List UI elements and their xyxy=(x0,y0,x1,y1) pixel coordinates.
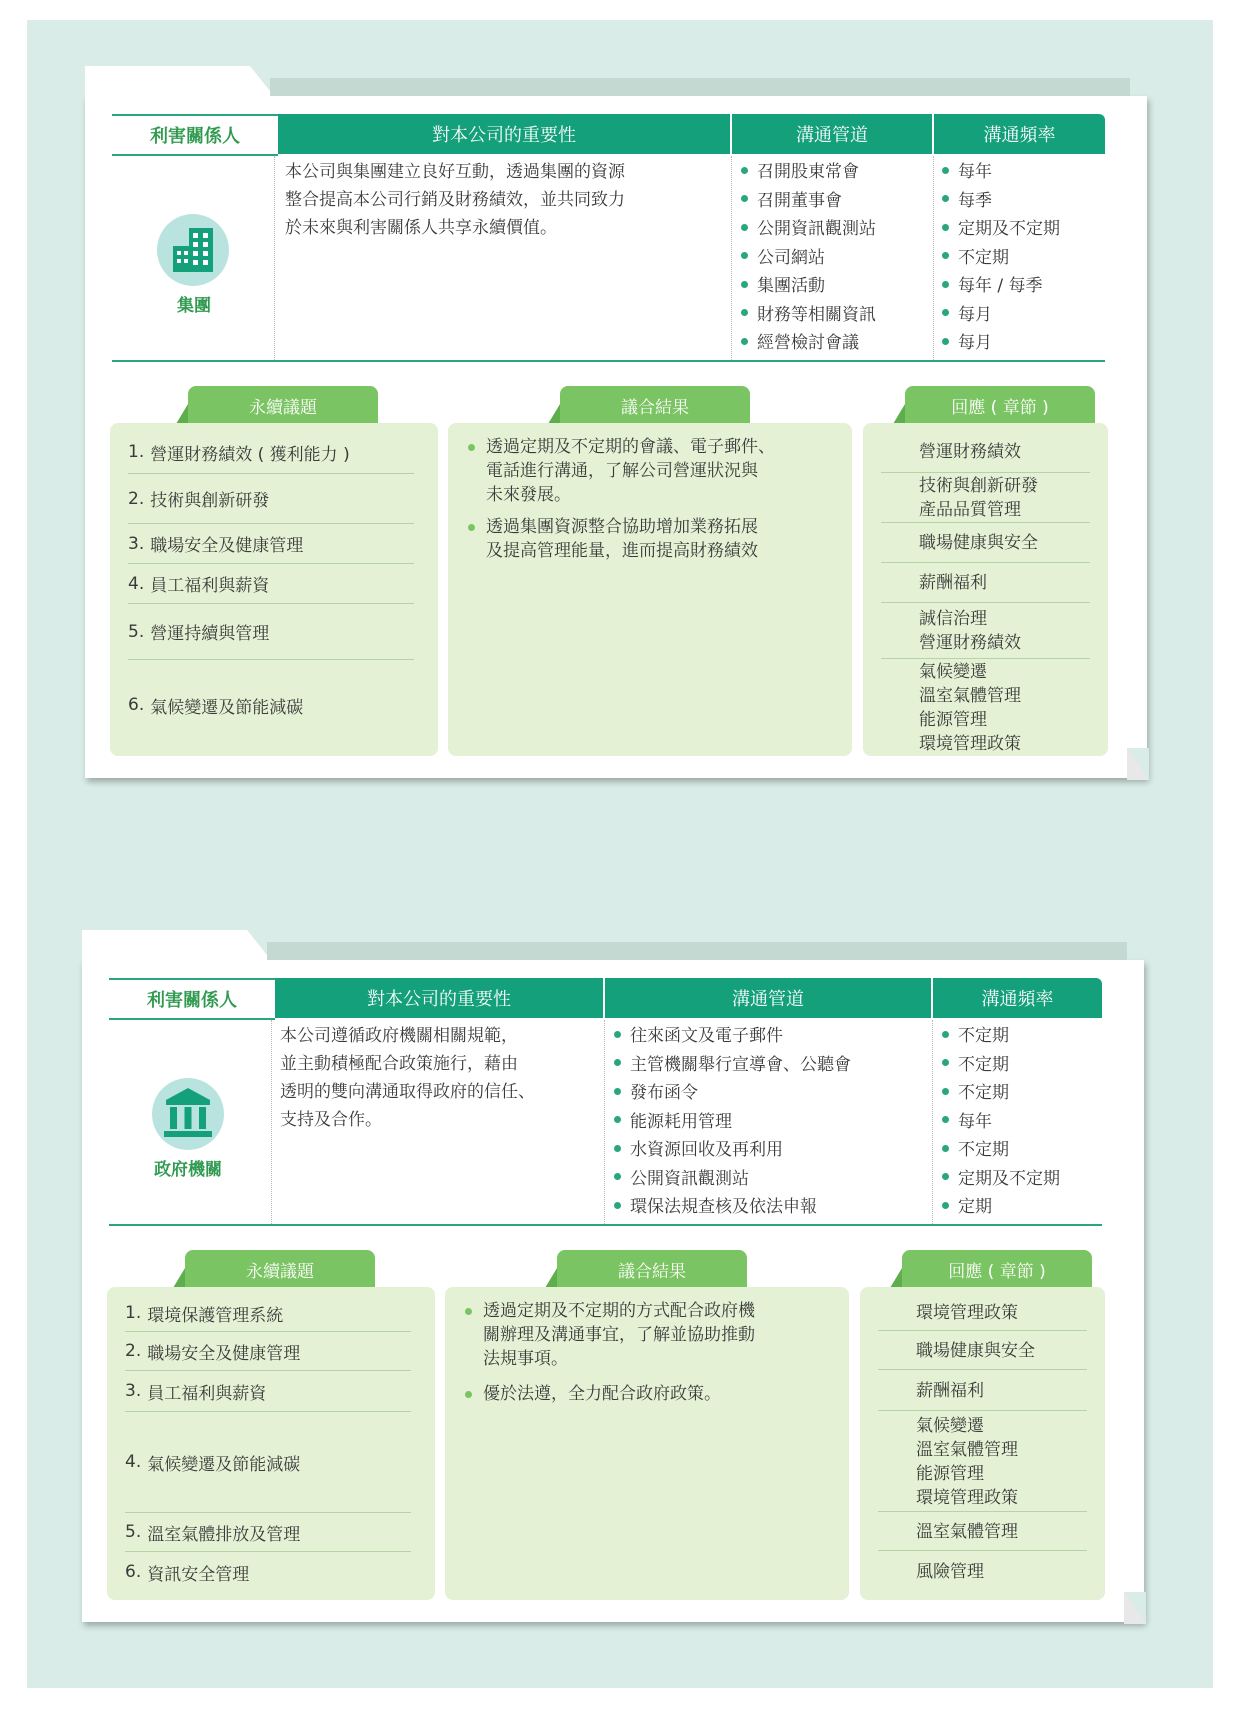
list-item: 公司網站 xyxy=(741,244,931,273)
issue-item: 6. 氣候變遷及節能減碳 xyxy=(128,695,304,718)
list-item: 能源耗用管理 xyxy=(614,1108,930,1137)
response-panel xyxy=(863,423,1108,756)
list-item: 召開股東常會 xyxy=(741,158,931,187)
issue-item: 2. 職場安全及健康管理 xyxy=(125,1332,411,1371)
importance-text xyxy=(280,1022,600,1134)
result-item: 透過集團資源整合協助增加業務拓展 及提高管理能量，進而提高財務績效 xyxy=(466,515,836,563)
government-building-icon xyxy=(152,1078,224,1150)
importance-line: 本公司與集團建立良好互動，透過集團的資源 xyxy=(285,162,625,182)
tab-results: 議合結果 xyxy=(560,386,750,424)
list-item: 不定期 xyxy=(942,244,1107,273)
response-item: 溫室氣體管理 xyxy=(878,1513,1087,1551)
issue-item: 1. 營運財務績效 ( 獲利能力 ) xyxy=(128,431,414,474)
frequency-list xyxy=(942,1022,1102,1222)
issue-item: 1. 環境保護管理系統 xyxy=(125,1295,411,1332)
response-item: 環境管理政策 xyxy=(878,1295,1087,1331)
list-item: 每季 xyxy=(942,187,1107,216)
list-item: 經營檢討會議 xyxy=(741,329,931,358)
list-item: 水資源回收及再利用 xyxy=(614,1136,930,1165)
issues-panel xyxy=(110,423,438,756)
header-channels: 溝通管道 xyxy=(732,114,932,154)
stakeholder-card-government xyxy=(82,960,1144,1622)
tab-results: 議合結果 xyxy=(557,1250,747,1288)
list-item: 不定期 xyxy=(942,1022,1102,1051)
issue-item: 3. 職場安全及健康管理 xyxy=(128,524,414,564)
row-divider xyxy=(109,1224,1102,1226)
list-item: 每年 / 每季 xyxy=(942,272,1107,301)
result-item: 優於法遵，全力配合政府政策。 xyxy=(463,1382,833,1406)
importance-text xyxy=(285,158,725,242)
response-item: 誠信治理 營運財務績效 xyxy=(881,604,1090,659)
tab-issues: 永續議題 xyxy=(188,386,378,424)
response-panel xyxy=(860,1287,1105,1600)
importance-line: 整合提高本公司行銷及財務績效，並共同致力 xyxy=(285,190,625,210)
list-item: 每年 xyxy=(942,158,1107,187)
list-item: 公開資訊觀測站 xyxy=(614,1165,930,1194)
page-fold xyxy=(1127,748,1149,780)
tab-response: 回應 ( 章節 ) xyxy=(902,1250,1092,1288)
list-item: 每年 xyxy=(942,1108,1102,1137)
list-item: 往來函文及電子郵件 xyxy=(614,1022,930,1051)
response-item: 營運財務績效 xyxy=(881,431,1090,473)
response-item: 職場健康與安全 xyxy=(878,1332,1087,1370)
issue-item: 6. 資訊安全管理 xyxy=(125,1562,250,1585)
header-frequency: 溝通頻率 xyxy=(934,114,1105,154)
importance-line: 本公司遵循政府機關相關規範， xyxy=(280,1026,518,1046)
result-item: 透過定期及不定期的會議、電子郵件、 電話進行溝通，了解公司營運狀況與 未來發展。 xyxy=(466,435,836,507)
importance-line: 透明的雙向溝通取得政府的信任、 xyxy=(280,1082,535,1102)
frequency-list xyxy=(942,158,1107,358)
issue-item: 4. 員工福利與薪資 xyxy=(128,564,414,604)
channel-list xyxy=(741,158,931,358)
response-item: 氣候變遷 溫室氣體管理 能源管理 環境管理政策 xyxy=(878,1412,1087,1512)
list-item: 主管機關舉行宣導會、公聽會 xyxy=(614,1051,930,1080)
tab-response: 回應 ( 章節 ) xyxy=(905,386,1095,424)
list-item: 不定期 xyxy=(942,1051,1102,1080)
channel-list xyxy=(614,1022,930,1222)
issue-item: 5. 溫室氣體排放及管理 xyxy=(125,1513,411,1552)
header-stakeholder: 利害關係人 xyxy=(112,114,278,156)
list-item: 發布函令 xyxy=(614,1079,930,1108)
result-item: 透過定期及不定期的方式配合政府機 關辦理及溝通事宜，了解並協助推動 法規事項。 xyxy=(463,1299,833,1371)
list-item: 不定期 xyxy=(942,1136,1102,1165)
results-panel xyxy=(448,423,852,756)
issue-item: 3. 員工福利與薪資 xyxy=(125,1371,411,1412)
building-icon xyxy=(157,214,229,286)
response-item: 職場健康與安全 xyxy=(881,524,1090,563)
list-item: 每月 xyxy=(942,329,1107,358)
list-item: 環保法規查核及依法申報 xyxy=(614,1193,930,1222)
results-panel xyxy=(445,1287,849,1600)
header-channels: 溝通管道 xyxy=(605,978,931,1018)
tab-issues: 永續議題 xyxy=(185,1250,375,1288)
importance-line: 並主動積極配合政策施行，藉由 xyxy=(280,1054,518,1074)
response-item: 風險管理 xyxy=(916,1562,984,1582)
response-item: 薪酬福利 xyxy=(878,1371,1087,1411)
entity-name: 政府機關 xyxy=(154,1160,222,1180)
issues-panel xyxy=(107,1287,435,1600)
list-item: 公開資訊觀測站 xyxy=(741,215,931,244)
list-item: 每月 xyxy=(942,301,1107,330)
list-item: 不定期 xyxy=(942,1079,1102,1108)
stakeholder-card-group xyxy=(85,96,1147,778)
list-item: 定期及不定期 xyxy=(942,1165,1102,1194)
response-item: 氣候變遷 溫室氣體管理 能源管理 環境管理政策 xyxy=(919,662,1021,754)
row-divider xyxy=(112,360,1105,362)
list-item: 集團活動 xyxy=(741,272,931,301)
header-stakeholder: 利害關係人 xyxy=(109,978,275,1020)
response-item: 薪酬福利 xyxy=(881,564,1090,603)
response-item: 技術與創新研發 產品品質管理 xyxy=(881,474,1090,523)
page-fold xyxy=(1124,1592,1146,1624)
list-item: 召開董事會 xyxy=(741,187,931,216)
importance-line: 支持及合作。 xyxy=(280,1110,382,1130)
issue-item: 2. 技術與創新研發 xyxy=(128,474,414,524)
header-frequency: 溝通頻率 xyxy=(933,978,1102,1018)
issue-item: 5. 營運持續與管理 xyxy=(128,604,414,660)
issue-item: 4. 氣候變遷及節能減碳 xyxy=(125,1412,411,1513)
list-item: 定期 xyxy=(942,1193,1102,1222)
header-importance: 對本公司的重要性 xyxy=(278,114,730,154)
importance-line: 於未來與利害關係人共享永續價值。 xyxy=(285,218,557,238)
header-importance: 對本公司的重要性 xyxy=(275,978,603,1018)
entity-name: 集團 xyxy=(177,296,211,316)
list-item: 財務等相關資訊 xyxy=(741,301,931,330)
list-item: 定期及不定期 xyxy=(942,215,1107,244)
